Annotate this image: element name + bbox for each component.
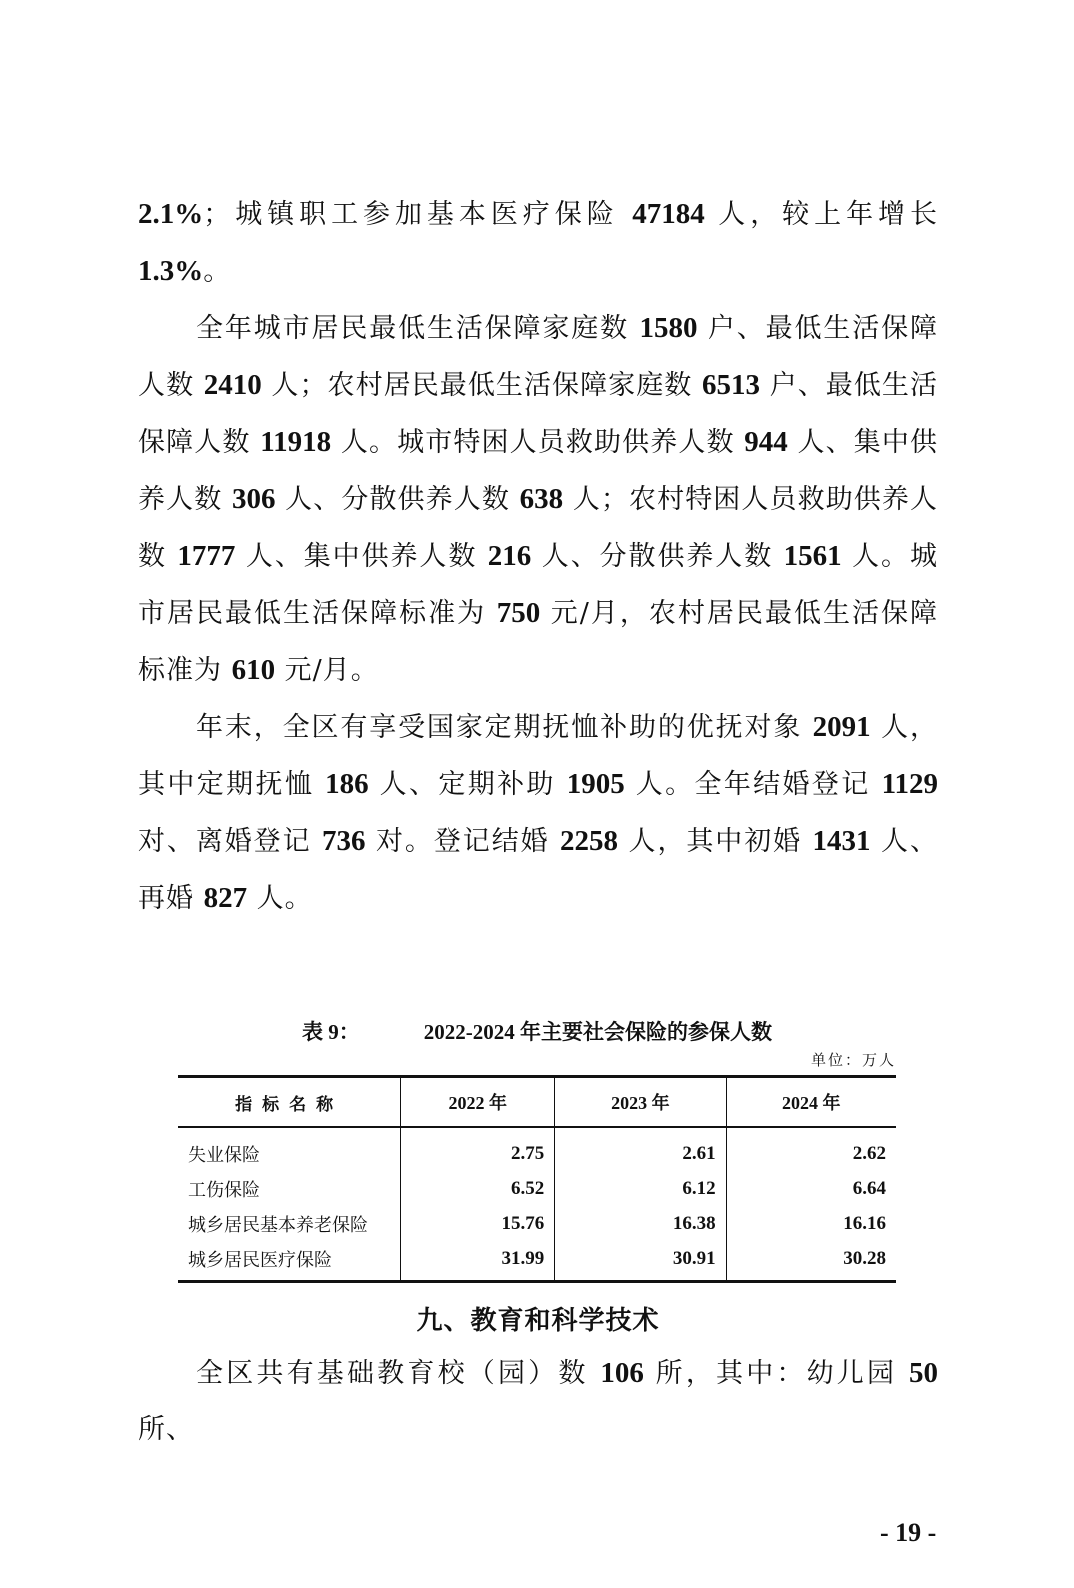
- table-row: [178, 1171, 896, 1206]
- figure-value: 2410: [203, 369, 262, 401]
- figure-value: 216: [487, 540, 532, 572]
- figure-value: 638: [519, 483, 564, 515]
- text-run: 人，较上年增长: [704, 199, 938, 230]
- table-row: [178, 1127, 896, 1171]
- figure-value: 1580: [639, 312, 698, 344]
- cell-2024: 16.16: [726, 1206, 896, 1241]
- text-run: ；城镇职工参加基本医疗保险: [203, 199, 633, 230]
- figure-value: 1.3%: [138, 255, 204, 287]
- header-2022: 2022 年: [401, 1077, 555, 1128]
- cell-2024: 30.28: [726, 1241, 896, 1282]
- figure-value: 750: [496, 597, 541, 629]
- cell-2023: 16.38: [555, 1206, 726, 1241]
- figure-value: 1777: [177, 540, 236, 572]
- header-2024: 2024 年: [726, 1077, 896, 1128]
- text-run: 对、离婚登记: [138, 826, 323, 857]
- figure-value: 1431: [812, 825, 871, 857]
- table-row: [178, 1206, 896, 1241]
- spacer: [138, 927, 938, 1017]
- figure-value: 944: [744, 426, 788, 458]
- table-title: 2022-2024 年主要社会保险的参保人数: [423, 1020, 772, 1044]
- figure-value: 1905: [566, 768, 625, 800]
- text-run: 全区共有基础教育校（园）数: [196, 1358, 601, 1389]
- header-indicator-name: 指标名称: [178, 1077, 401, 1128]
- cell-2022: 31.99: [401, 1241, 555, 1282]
- figure-value: 50: [908, 1357, 938, 1389]
- cell-2024: 2.62: [726, 1127, 896, 1171]
- figure-value: 736: [322, 825, 366, 857]
- text-run: 所、: [138, 1414, 194, 1445]
- text-run: 元/月，农村居民最低生活保障标准为: [138, 598, 938, 686]
- text-run: 人、定期补助: [368, 769, 567, 800]
- text-run: 。: [203, 256, 232, 287]
- text-run: 人；农村居民最低生活保障家庭数: [261, 370, 703, 401]
- table-label: 表 9：: [302, 1020, 360, 1044]
- text-run: 人，其中初婚: [618, 826, 813, 857]
- text-run: 人、集中供养人数: [235, 541, 488, 572]
- cell-2024: 6.64: [726, 1171, 896, 1206]
- figure-value: 1129: [881, 768, 938, 800]
- paragraph-minimum-living-security: [138, 300, 938, 699]
- table-block: [178, 1017, 896, 1283]
- text-run: 人、集中供养人数: [138, 427, 938, 515]
- text-run: 人；农村特困人员救助供养人数: [138, 484, 938, 572]
- paragraph-education: [138, 1345, 938, 1458]
- text-run: 年末，全区有享受国家定期抚恤补助的优抚对象: [196, 712, 813, 743]
- text-run: 元/月。: [275, 655, 379, 686]
- cell-2022: 6.52: [401, 1171, 555, 1206]
- row-name: 城乡居民基本养老保险: [188, 1214, 368, 1236]
- figure-value: 6513: [702, 369, 761, 401]
- text-run: 人，其中定期抚恤: [138, 712, 938, 800]
- figure-value: 47184: [632, 198, 705, 230]
- section-heading: 九、教育和科学技术: [416, 1306, 660, 1336]
- figure-value: 2091: [812, 711, 871, 743]
- text-run: 人、再婚: [138, 826, 938, 914]
- text-run: 户、最低生活保障人数: [138, 313, 938, 401]
- figure-value: 186: [325, 768, 369, 800]
- text-run: 人。城市特困人员救助供养人数: [331, 427, 745, 458]
- text-run: 人、分散供养人数: [275, 484, 520, 515]
- table-unit: 单位：万人: [810, 1051, 896, 1069]
- figure-value: 2258: [560, 825, 619, 857]
- cell-2022: 15.76: [401, 1206, 555, 1241]
- table-caption: [178, 1017, 896, 1047]
- figure-value: 610: [231, 654, 276, 686]
- figure-value: 106: [600, 1357, 644, 1389]
- row-name: 城乡居民医疗保险: [178, 1241, 401, 1282]
- content-column: [138, 0, 938, 1458]
- row-name: 工伤保险: [188, 1179, 260, 1201]
- figure-value: 1561: [783, 540, 842, 572]
- social-insurance-table: [178, 1075, 896, 1283]
- cell-2023: 30.91: [555, 1241, 726, 1282]
- figure-value: 306: [231, 483, 276, 515]
- cell-2023: 6.12: [555, 1171, 726, 1206]
- text-run: 人。: [247, 883, 313, 914]
- row-name: 失业保险: [188, 1144, 260, 1166]
- figure-value: 11918: [260, 426, 332, 458]
- table-header-row: [178, 1077, 896, 1128]
- text-run: 对。登记结婚: [365, 826, 561, 857]
- text-run: 所，其中：幼儿园: [643, 1358, 909, 1389]
- paragraph-special-care-and-marriage: [138, 699, 938, 927]
- figure-value: 2.1%: [138, 198, 204, 230]
- text-run: 全年城市居民最低生活保障家庭数: [196, 313, 640, 344]
- table-row: [178, 1241, 896, 1282]
- cell-2023: 2.61: [555, 1127, 726, 1171]
- cell-2022: 2.75: [401, 1127, 555, 1171]
- text-run: 户、最低生活保障人数: [138, 370, 938, 458]
- header-2023: 2023 年: [555, 1077, 726, 1128]
- text-run: 人、分散供养人数: [531, 541, 784, 572]
- paragraph-social-insurance-tail: [138, 186, 938, 300]
- text-run: 人。全年结婚登记: [624, 769, 882, 800]
- figure-value: 827: [203, 882, 248, 914]
- text-run: 人。城市居民最低生活保障标准为: [138, 541, 938, 629]
- page-number: - 19 -: [880, 1518, 937, 1547]
